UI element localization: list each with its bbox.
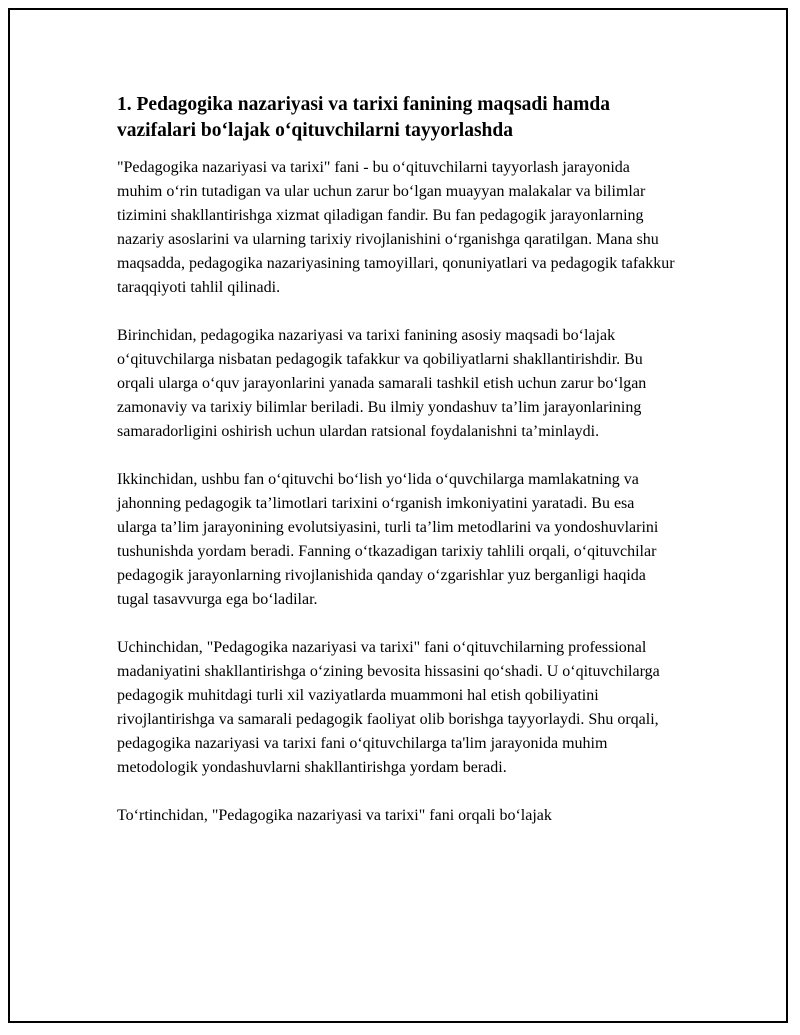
document-body bbox=[117, 92, 677, 852]
paragraph-second: Ikkinchidan, ushbu fan oʻqituvchi boʻlish yoʻlida oʻquvchilarga mamlakatning va jahonning pedagogik taʼlimotlari tarixini oʻrganish imkoniyatini yaratadi. Bu esa ularga taʼlim jarayonining evolutsiyasini, turli taʼlim metodlarini va yondoshuvlarini tushunishda yordam beradi. Fanning oʻtkazadigan tarixiy tahlili orqali, oʻqituvchilar pedagogik jarayonlarning rivojlanishida qanday oʻzgarishlar yuz berganligi haqida tugal tasavvurga ega boʻladilar. bbox=[117, 471, 659, 608]
paragraph-intro: "Pedagogika nazariyasi va tarixi" fani - bu oʻqituvchilarni tayyorlash jarayonida muhim oʻrin tutadigan va ular uchun zarur boʻlgan muayyan malakalar va bilimlar tizimini shakllantirishga xizmat qiladigan fandir. Bu fan pedagogik jarayonlarning nazariy asoslarini va ularning tarixiy rivojlanishini oʻrganishga qaratilgan. Mana shu maqsadda, pedagogika nazariyasining tamoyillari, qonuniyatlari va pedagogik tafakkur taraqqiyoti tahlil qilinadi. bbox=[117, 159, 675, 296]
section-heading: 1. Pedagogika nazariyasi va tarixi fanining maqsadi hamda vazifalari boʻlajak oʻqituvchilarni tayyorlashda bbox=[117, 94, 610, 141]
paragraph-fourth: Toʻrtinchidan, "Pedagogika nazariyasi va tarixi" fani orqali boʻlajak bbox=[117, 807, 552, 824]
paragraph-first: Birinchidan, pedagogika nazariyasi va tarixi fanining asosiy maqsadi boʻlajak oʻqituvchilarga nisbatan pedagogik tafakkur va qobiliyatlarni shakllantirishdir. Bu orqali ularga oʻquv jarayonlarini yanada samarali tashkil etish uchun zarur boʻlgan zamonaviy va tarixiy bilimlar beriladi. Bu ilmiy yondashuv taʼlim jarayonlarining samaradorligini oshirish uchun ulardan ratsional foydalanishni taʼminlaydi. bbox=[117, 327, 647, 440]
paragraph-third: Uchinchidan, "Pedagogika nazariyasi va tarixi" fani oʻqituvchilarning professional madaniyatini shakllantirishga oʻzining bevosita hissasini qoʻshadi. U oʻqituvchilarga pedagogik muhitdagi turli xil vaziyatlarda muammoni hal etish qobiliyatini rivojlantirishga va samarali pedagogik faoliyat olib borishga tayyorlaydi. Shu orqali, pedagogika nazariyasi va tarixi fani oʻqituvchilarga ta'lim jarayonida muhim metodologik yondashuvlarni shakllantirishga yordam beradi. bbox=[117, 639, 660, 776]
